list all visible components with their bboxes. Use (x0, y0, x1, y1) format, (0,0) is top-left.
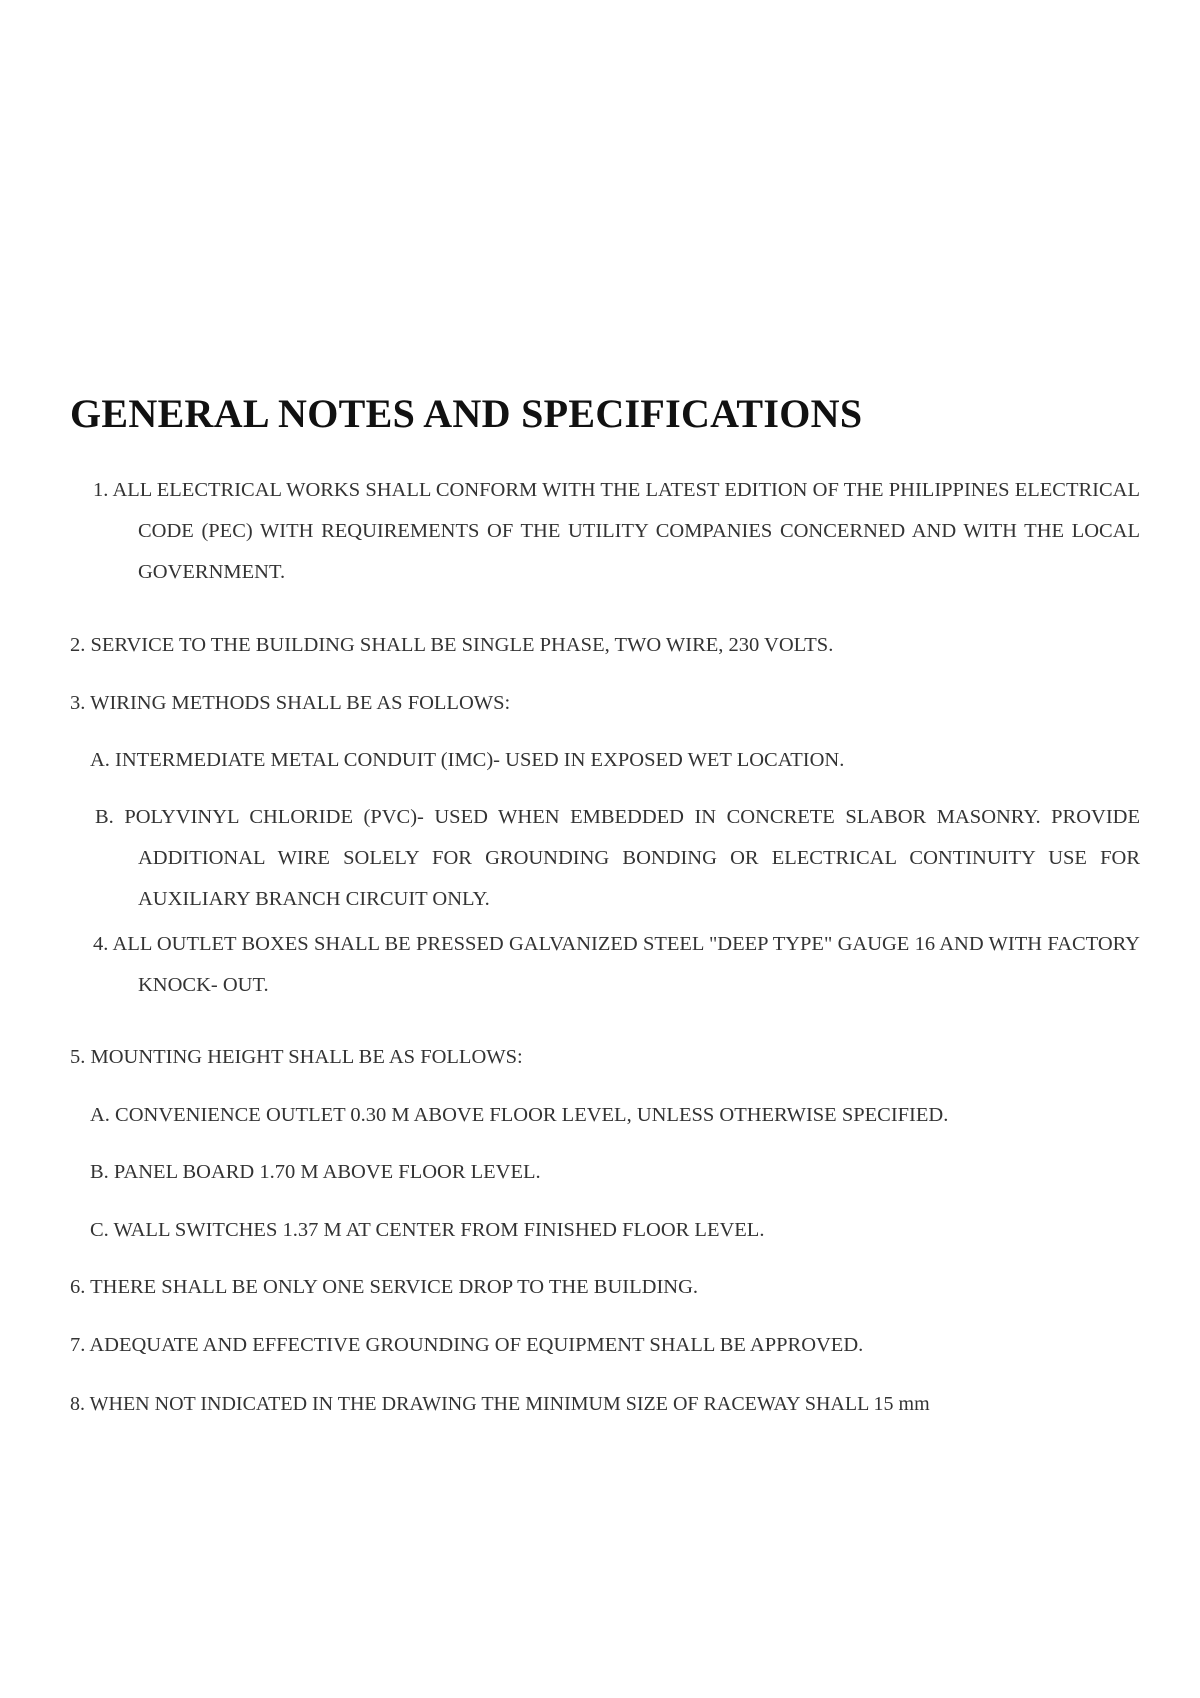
note-5c: C. WALL SWITCHES 1.37 M AT CENTER FROM FINISHED FLOOR LEVEL. (90, 1219, 765, 1241)
note-5b: B. PANEL BOARD 1.70 M ABOVE FLOOR LEVEL. (90, 1161, 541, 1183)
note-1: 1. ALL ELECTRICAL WORKS SHALL CONFORM WITH THE LATEST EDITION OF THE PHILIPPINES ELECTRICAL CODE (PEC) WITH REQUIREMENTS OF THE UTILITY COMPANIES CONCERNED AND WITH THE LOCAL GOVERNMENT. (93, 479, 1140, 583)
note-3b: B. POLYVINYL CHLORIDE (PVC)- USED WHEN EMBEDDED IN CONCRETE SLABOR MASONRY. PROVIDE ADDITIONAL WIRE SOLELY FOR GROUNDING BONDING OR ELECTRICAL CONTINUITY USE FOR AUXILIARY BRANCH CIRCUIT ONLY. (95, 806, 1140, 910)
note-2: 2. SERVICE TO THE BUILDING SHALL BE SINGLE PHASE, TWO WIRE, 230 VOLTS. (70, 634, 834, 656)
note-3: 3. WIRING METHODS SHALL BE AS FOLLOWS: (70, 692, 511, 714)
note-3a: A. INTERMEDIATE METAL CONDUIT (IMC)- USED IN EXPOSED WET LOCATION. (90, 749, 845, 771)
page-title: GENERAL NOTES AND SPECIFICATIONS (70, 391, 863, 436)
note-7: 7. ADEQUATE AND EFFECTIVE GROUNDING OF EQUIPMENT SHALL BE APPROVED. (70, 1334, 864, 1356)
note-8: 8. WHEN NOT INDICATED IN THE DRAWING THE MINIMUM SIZE OF RACEWAY SHALL 15 mm (70, 1393, 930, 1415)
note-5a: A. CONVENIENCE OUTLET 0.30 M ABOVE FLOOR LEVEL, UNLESS OTHERWISE SPECIFIED. (90, 1104, 949, 1126)
note-5: 5. MOUNTING HEIGHT SHALL BE AS FOLLOWS: (70, 1046, 523, 1068)
note-4: 4. ALL OUTLET BOXES SHALL BE PRESSED GALVANIZED STEEL "DEEP TYPE" GAUGE 16 AND WITH FACTORY KNOCK- OUT. (93, 933, 1140, 996)
note-6: 6. THERE SHALL BE ONLY ONE SERVICE DROP TO THE BUILDING. (70, 1276, 699, 1298)
